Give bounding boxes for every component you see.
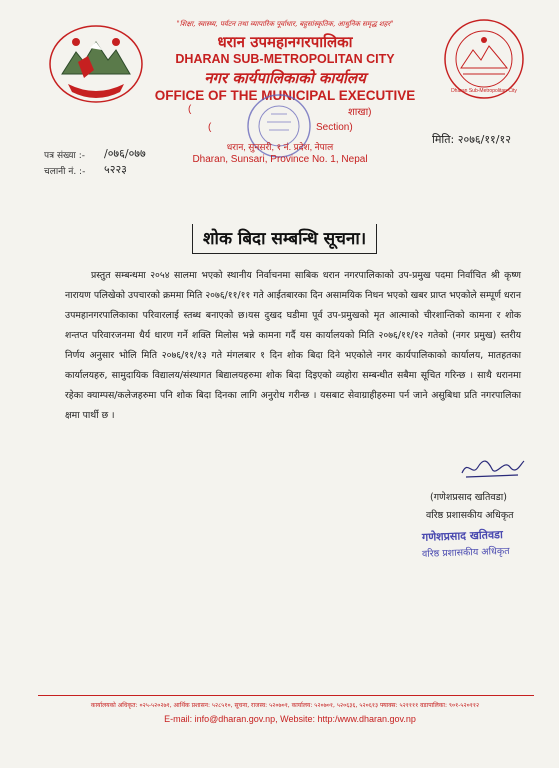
footer-phone-numbers: कार्यालयको अधिकृत: ०२५-५२०२७१, आर्थिक प्रशासन: ५२८५१०, सूचना, राजस्व: ५२०७०१, कार्यालय: ५२०७०१, ५२०६३६, ५२०६१३ फ्याक्स: ५२११११ वडापालिका: ९०१-५२०११२ [90,702,480,709]
letterhead-tagline: "शिक्षा, स्वास्थ्य, पर्यटन तथा व्यापारिक पूर्वाधार, बहुसांस्कृतिक, आधुनिक समृद्ध शहर" [176,20,394,28]
signatory-name: (गणेशप्रसाद खतिवडा) [430,492,507,503]
branch-open-paren: ( [188,104,192,115]
handwritten-signature-icon [458,455,528,481]
municipality-seal-icon [443,18,525,100]
address-english: Dharan, Sunsari, Province No. 1, Nepal [192,154,368,165]
signatory-stamp [422,528,530,558]
dispatch-number-value: ५२२३ [104,163,127,176]
letter-number-value: /०७६/०७७ [104,147,146,160]
municipality-name-english: DHARAN SUB-METROPOLITAN CITY [175,52,395,66]
seal-text: Dharan Sub-Metropolitan City [451,88,517,94]
footer-divider [38,695,534,696]
notice-title: शोक बिदा सम्बन्धि सूचना। [192,224,377,254]
branch-label: शाखा) [348,107,372,118]
notice-body: प्रस्तुत सम्बन्धमा २०५४ सालमा भएको स्थानीय निर्वाचनमा साबिक धरान नगरपालिकाको उप-प्रमुख पदमा निर्वाचित श्री कृष्ण नारायण पलिखेको उपचारको क्रममा मिति २०७६/११/११ गते आईतबारका दिन असामयिक निधन भएको खबर प्राप्त भएकोले सम्पूर्ण धरान उपमहानगरपालिकाका परिवारलाई स्तब्ध बनाएको छ।यस दुखद घडीमा पूर्व उप-प्रमुखको मृत आत्माको चीरशान्तिको कामना र शोक शन्तप्त परिवारजनमा धैर्य धारण गर्ने शक्ति मिलोस भन्ने कामना गर्दै यस कार्यालयको मिति २०७६/११/१२ गतेको (नगर प्रमुख) स्तरीय निर्णय अनुसार भोलि मिति २०७६/११/१३ गते मंगलबार १ दिन शोक बिदा दिने भएकोले नगर कार्यपालिकाको कार्यालय, मातहतका कार्यालयहरु, सामुदायिक विद्यालय/संस्थागत बिद्यालयहरुमा शोक बिदा दिइएको व्यहोरा सम्बन्धीत सबैमा सूचित गरिन्छ । साथै धरानमा रहेका क्याम्पस/कलेजहरुमा पनि शोक बिदा दिनका लागि अनुरोध गरीन्छ । यसबाट सेवाग्राहीहरुमा पर्न जाने असुबिधा प्रति नगरपालिका क्षमा पार्थी छ । [65,270,521,421]
letter-number-label: पत्र संख्या :- [44,151,85,161]
stamp-name: गणेशप्रसाद खतिवडा [421,528,504,544]
footer-contact: E-mail: info@dharan.gov.np, Website: http:/www.dharan.gov.np [164,714,416,724]
municipality-name-nepali: धरान उपमहानगरपालिका [217,33,353,51]
office-name-english: OFFICE OF THE MUNICIPAL EXECUTIVE [154,88,416,103]
office-name-nepali: नगर कार्यपालिकाको कार्यालय [204,69,366,87]
address-nepali: धरान, सुनसरी, १ नं. प्रदेश, नेपाल [226,142,334,152]
letter-date: मिति: २०७६/११/१२ [432,133,511,146]
section-label: Section) [316,122,353,133]
dispatch-number-label: चलानी नं. :- [44,167,86,177]
stamp-title: वरिष्ठ प्रशासकीय अधिकृत [421,545,510,560]
signatory-title: वरिष्ठ प्रशासकीय अधिकृत [426,510,514,521]
section-open-paren: ( [208,122,212,133]
